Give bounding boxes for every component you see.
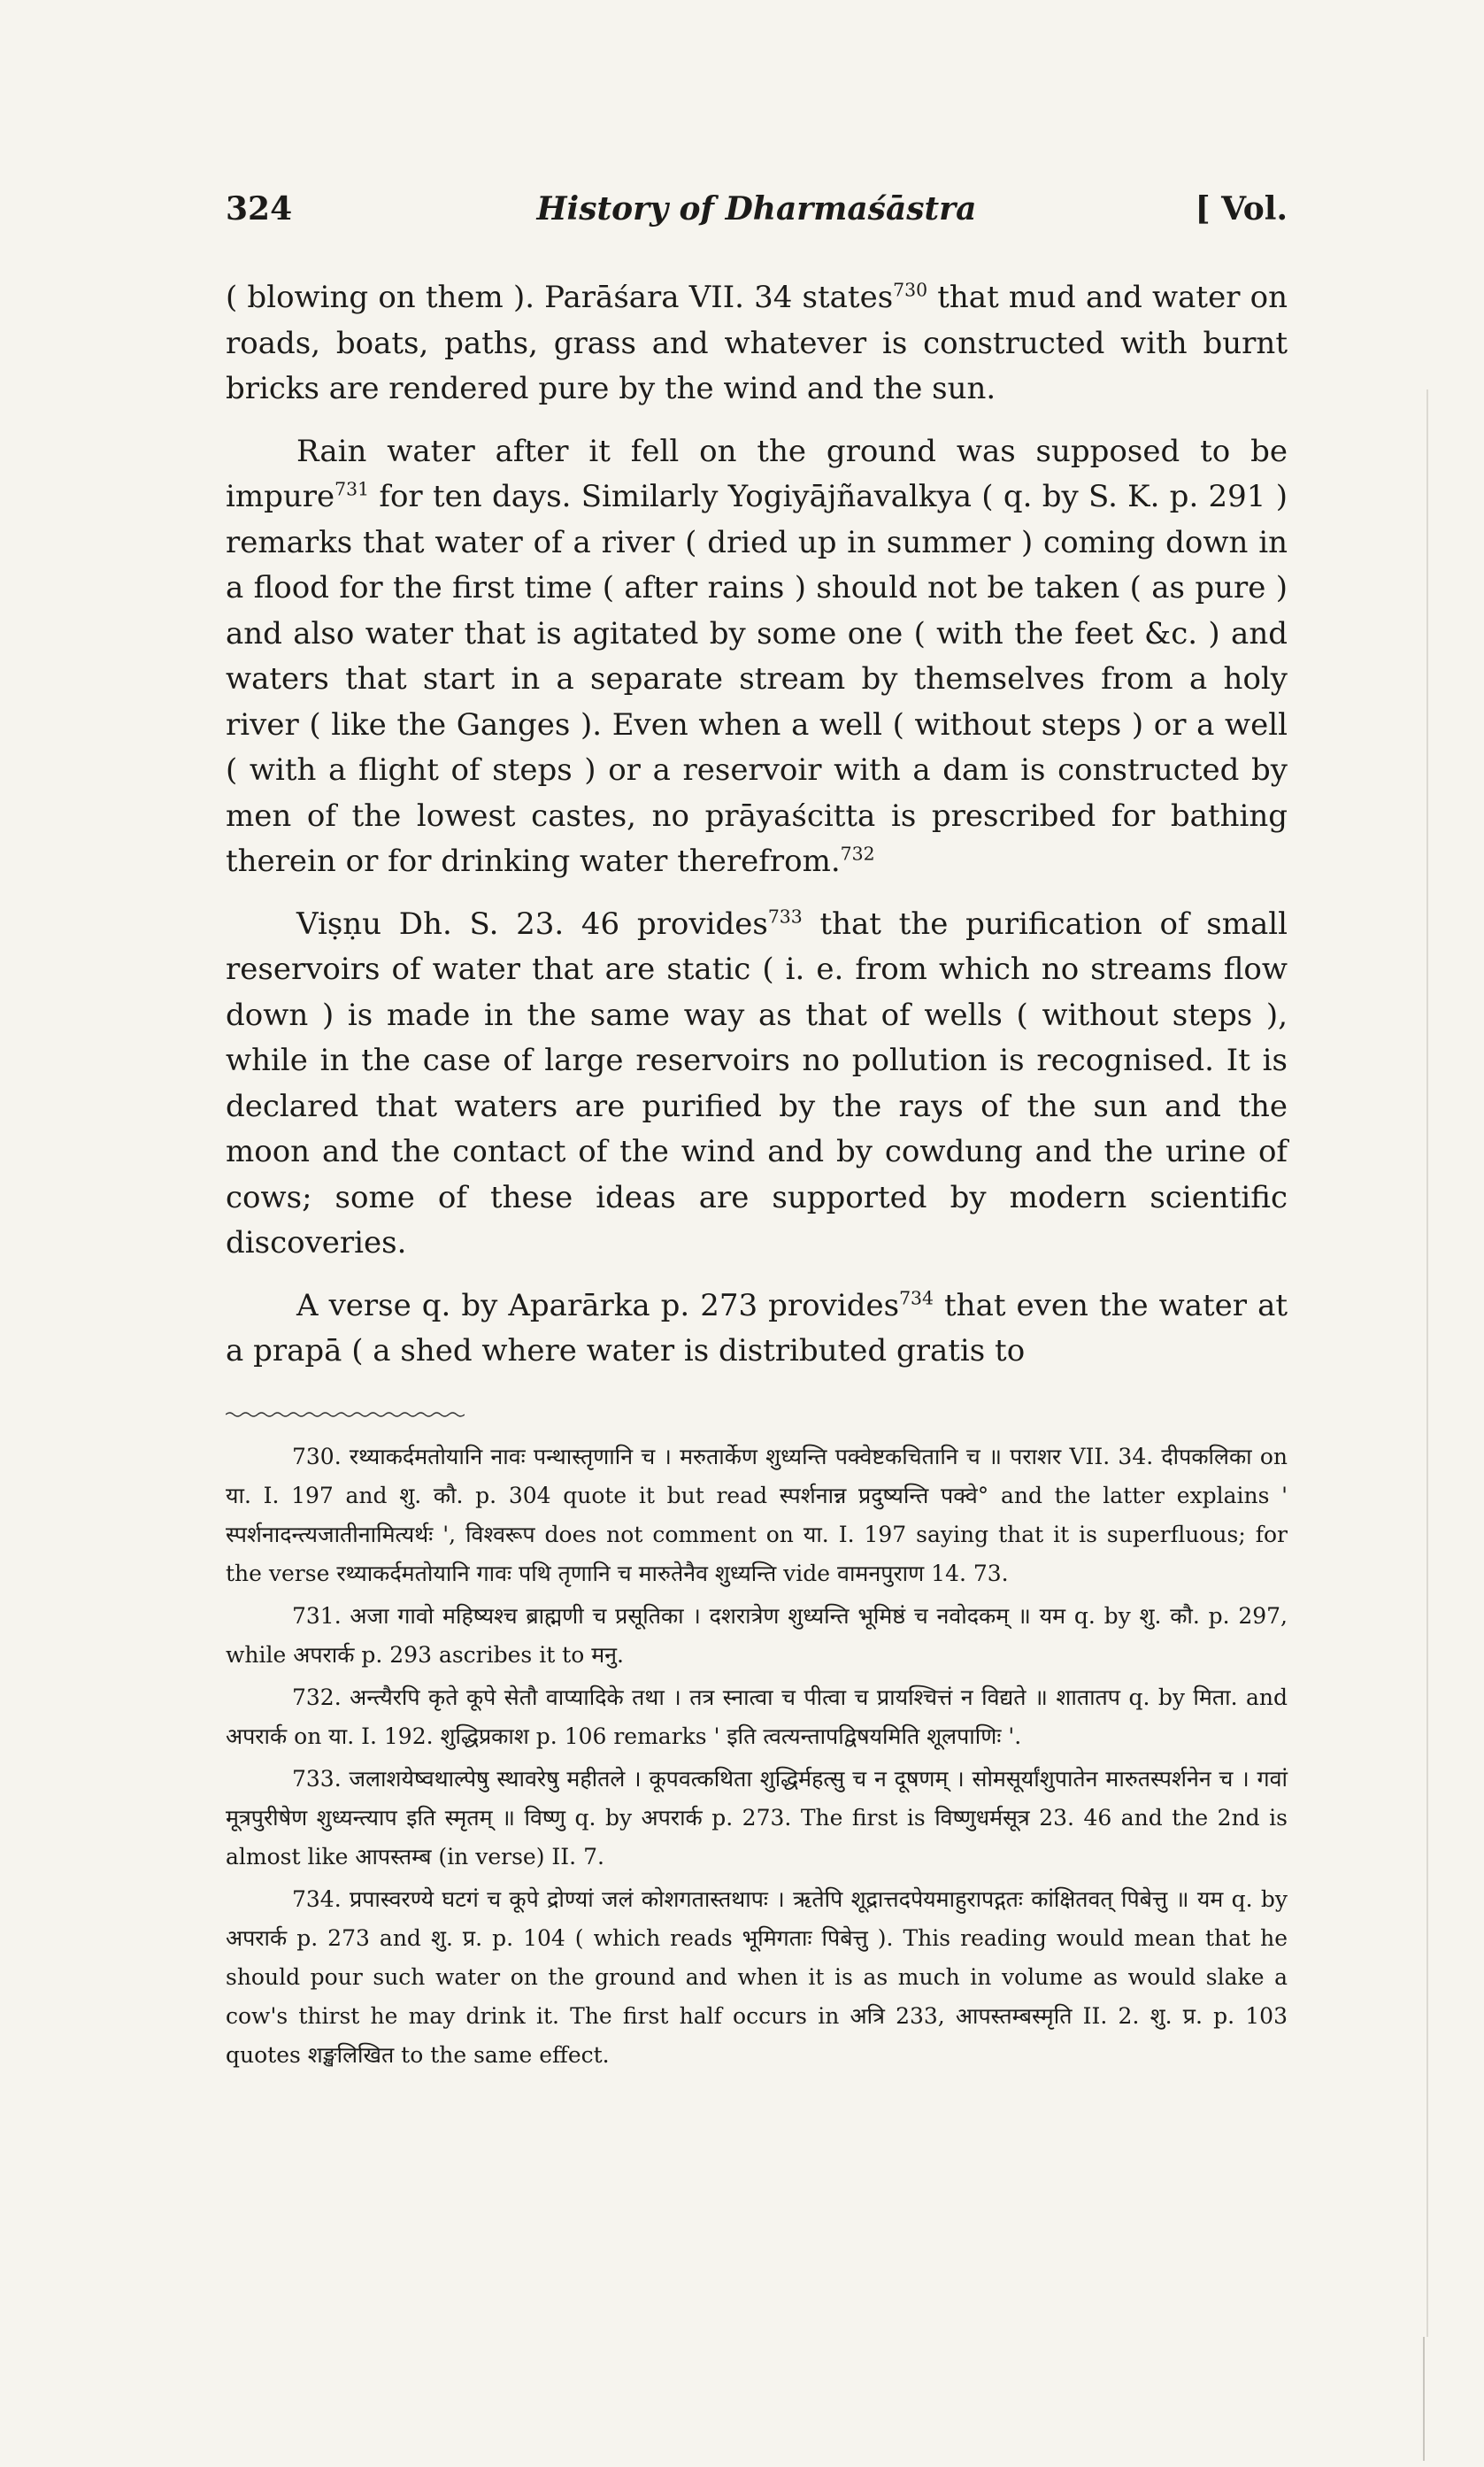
main-text xyxy=(226,275,1288,1375)
footnote-730: 730. रथ्याकर्दमतोयानि नावः पन्थास्तृणानि च । मरुतार्केण शुध्यन्ति पक्वेष्टकचितानि च ॥ पराशर VII. 34. दीपकलिका on या. I. 197 and शु. कौ. p. 304 quote it but read स्पर्शनान्न प्रदुष्यन्ति पक्वे° and the latter explains ' स्पर्शनादन्त्यजातीनामित्यर्थः ', विश्वरूप does not comment on या. I. 197 saying that it is superfluous; for the verse रथ्याकर्दमतोयानि गावः पथि तृणानि च मारुतेनैव शुध्यन्ति vide वामनपुराण 14. 73. xyxy=(226,1443,1288,1586)
footnote-ref: 733 xyxy=(767,906,803,928)
footnote-733: 733. जलाशयेष्वथाल्पेषु स्थावरेषु महीतले । कूपवत्कथिता शुद्धिर्महत्सु च न दूषणम् । सोमसूर्यांशुपातेन मारुतस्पर्शनेन च । गवां मूत्रपुरीषेण शुध्यन्त्याप इति स्मृतम् ॥ विष्णु q. by अपरार्क p. 273. The first is विष्णुधर्मसूत्र 23. 46 and the 2nd is almost like आपस्तम्ब (in verse) II. 7. xyxy=(226,1765,1288,1870)
footnote-ref: 732 xyxy=(840,843,875,865)
book-page xyxy=(226,190,1288,2078)
footnote-ref: 730 xyxy=(893,279,928,301)
paragraph: Viṣṇu Dh. S. 23. 46 provides$^{733}$ that the purification of small reservoirs of water that are static ( i. e. from which no streams flow down ) is made in the same way as that of wells ( without steps ), while in the case of large reservoirs no pollution is recognised. It is declared that waters are purified by the rays of the sun and the moon and the contact of the wind and by cowdung and the urine of cows; some of these ideas are supported by modern scientific discoveries. xyxy=(226,906,1288,1260)
page-header xyxy=(226,190,1288,243)
footnote-ref: 731 xyxy=(334,478,370,500)
volume-label: [ Vol. xyxy=(1195,190,1288,227)
footnote-732: 732. अन्त्यैरपि कृते कूपे सेतौ वाप्यादिके तथा । तत्र स्नात्वा च पीत्वा च प्रायश्चित्तं न विद्यते ॥ शातातप q. by मिता. and अपरार्क on या. I. 192. शुद्धिप्रकाश p. 106 remarks ' इति त्वत्यन्तापद्विषयमिति शूलपाणिः '. xyxy=(226,1684,1288,1749)
footnote-731: 731. अजा गावो महिष्यश्च ब्राह्मणी च प्रसूतिका । दशरात्रेण शुध्यन्ति भूमिष्ठं च नवोदकम् ॥ यम q. by शु. कौ. p. 297, while अपरार्क p. 293 ascribes it to मनु. xyxy=(226,1602,1288,1668)
footnotes xyxy=(226,1438,1288,2075)
footnote-separator xyxy=(226,1411,465,1418)
paragraph: ( blowing on them ). Parāśara VII. 34 states$^{730}$ that mud and water on roads, boats, paths, grass and whatever is constructed with burnt bricks are rendered pure by the wind and the sun. xyxy=(226,279,1288,406)
running-title: History of Dharmaśāstra xyxy=(536,190,977,227)
footnote-ref: 734 xyxy=(899,1287,934,1309)
scan-margin-line-lower xyxy=(1423,2337,1425,2461)
scan-margin-line xyxy=(1426,389,1428,2337)
page-number: 324 xyxy=(226,190,293,227)
paragraph: Rain water after it fell on the ground was supposed to be impure$^{731}$ for ten days. Similarly Yogiyājñavalkya ( q. by S. K. p. 291 ) remarks that water of a river ( dried up in summer ) coming down in a flood for the first time ( after rains ) should not be taken ( as pure ) and also water that is agitated by some one ( with the feet &c. ) and waters that start in a separate stream by themselves from a holy river ( like the Ganges ). Even when a well ( without steps ) or a well ( with a flight of steps ) or a reservoir with a dam is constructed by men of the lowest castes, no prāyaścitta is prescribed for bathing therein or for drinking water therefrom.$^{732}$ xyxy=(226,433,1288,879)
footnote-734: 734. प्रपास्वरण्ये घटगं च कूपे द्रोण्यां जलं कोशगतास्तथापः । ऋतेपि शूद्रात्तदपेयमाहुरापद्गतः कांक्षितवत् पिबेत्तु ॥ यम q. by अपरार्क p. 273 and शु. प्र. p. 104 ( which reads भूमिगताः पिबेत्तु ). This reading would mean that he should pour such water on the ground and when it is as much in volume as would slake a cow's thirst he may drink it. The first half occurs in अत्रि 233, आपस्तम्बस्मृति II. 2. शु. प्र. p. 103 quotes शङ्खलिखित to the same effect. xyxy=(226,1885,1288,2068)
paragraph: A verse q. by Aparārka p. 273 provides$^{734}$ that even the water at a prapā ( a shed where water is distributed gratis to xyxy=(226,1287,1288,1368)
